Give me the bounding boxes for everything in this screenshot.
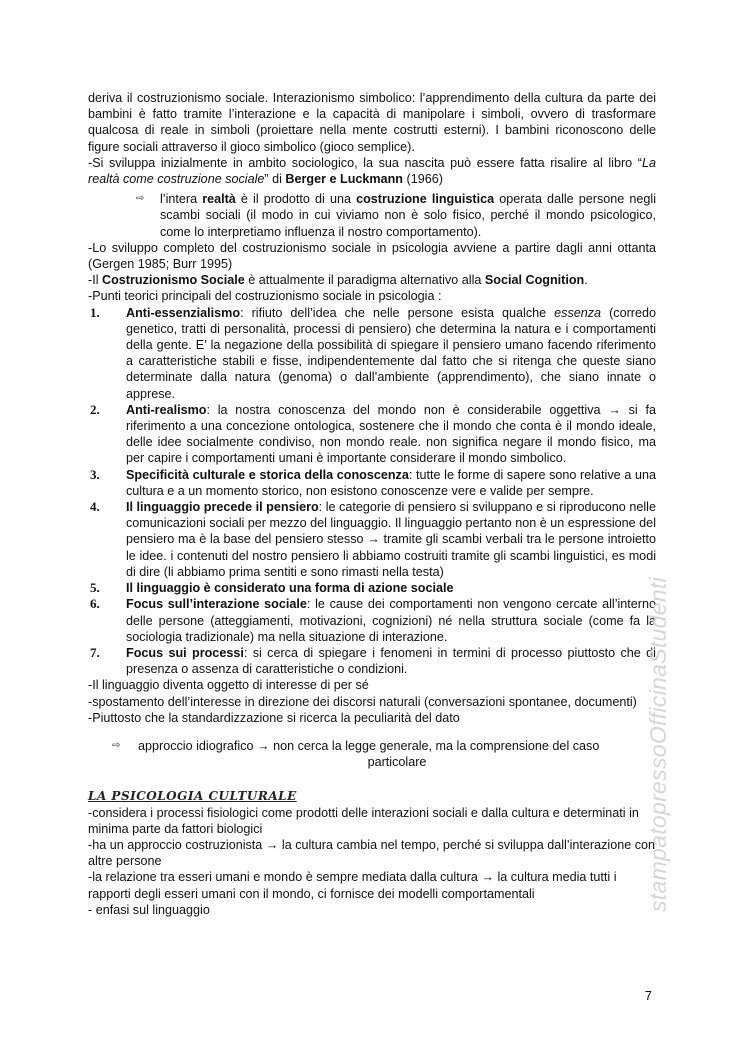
list-item-body: : le categorie di pensiero si sviluppano e si riproducono nelle comunicazioni sociali per mezzo del linguaggio. Il linguaggio pertanto non è un espressione del pensiero ma è la base del pensiero stesso → tramite gli scambi verbali tra le persone introietto le idee. i contenuti del nostro pensiero li abbiamo costruiti tramite gli scambi linguistici, es modi di dire (li abbiamo prima sentiti e sono rimasti nella testa) <box>126 500 656 579</box>
book-authors: Berger e Luckmann <box>285 172 403 187</box>
list-item-title: Il linguaggio è considerato una forma di azione sociale <box>126 581 454 596</box>
list-item <box>88 402 656 467</box>
list-item-text <box>126 305 656 402</box>
list-item-emphasis: essenza <box>554 305 602 320</box>
arrow-text-e: operata dalle persone negli scambi sociali (il modo in cui viviamo non è solo fisico, perché il mondo psicologico, come lo interpretiamo influenza il nostro comportamento). <box>160 192 656 239</box>
list-item-body: : la nostra conoscenza del mondo non è considerabile oggettiva → si fa riferimento a una concezione ontologica, sostenere che il mondo che conta è il mondo ideale, delle idee socialmente condiviso, non mondo reale. non significa negare il mondo fisico, ma per capire i comportamenti umani è importante considerare il mondo simbolico. <box>126 402 656 466</box>
page-number: 7 <box>644 988 652 1003</box>
section-line-3: -la relazione tra esseri umani e mondo è sempre mediata dalla cultura → la cultura media tutti i rapporti degli esseri umani con il mondo, ci fornisce dei modelli comportamentali <box>88 870 617 901</box>
arrow-right-icon: ⇨ <box>112 739 121 751</box>
list-item <box>88 596 656 645</box>
theory-points-list <box>88 305 656 678</box>
paradigm-a: -Il <box>88 273 102 288</box>
paradigm-paragraph <box>88 272 656 288</box>
origin-mid: ” di <box>264 172 286 187</box>
development-paragraph: -Lo sviluppo completo del costruzionismo sociale in psicologia avviene a partire dagli anni ottanta (Gergen 1985; Burr 1995) <box>88 240 656 272</box>
list-number: 3. <box>90 466 100 482</box>
list-number: 4. <box>90 499 100 515</box>
idiographic-text <box>138 738 656 770</box>
document-page <box>88 90 656 918</box>
book-year: (1966) <box>403 172 443 187</box>
list-number: 2. <box>90 401 100 417</box>
idiographic-line: approccio idiografico → non cerca la legge generale, ma la comprensione del caso <box>138 738 600 753</box>
arrow-text-c: è il prodotto di una <box>235 192 357 207</box>
list-item-text <box>126 596 656 645</box>
points-intro: -Punti teorici principali del costruzionismo sociale in psicologia : <box>88 289 442 304</box>
list-item-body: : si cerca di spiegare i fenomeni in termini di processo piuttosto che di presenza o assenza di caratteristiche o condizioni. <box>126 645 656 677</box>
list-item <box>88 580 656 596</box>
list-number: 6. <box>90 596 100 612</box>
list-item-title: Focus sull’interazione sociale <box>126 597 307 612</box>
list-item-title: Il linguaggio precede il pensiero <box>126 500 319 515</box>
arrow-bullet-reality <box>136 191 656 240</box>
list-item-title: Specificità culturale e storica della conoscenza <box>126 467 409 482</box>
list-item-title: Anti-realismo <box>126 402 207 417</box>
list-item-text <box>126 499 656 580</box>
section-line-2: -ha un approccio costruzionista → la cultura cambia nel tempo, perché si sviluppa dall’interazione con altre persone <box>88 837 656 869</box>
list-item <box>88 467 656 499</box>
peculiarity-line: -Piuttosto che la standardizzazione si ricerca la peculiarità del dato <box>88 710 460 725</box>
arrow-text-d: costruzione linguistica <box>356 192 495 207</box>
paradigm-b: Costruzionismo Sociale <box>102 273 245 288</box>
section-line-1: -considera i processi fisiologici come prodotti delle interazioni sociali e dalla cultura e determinati in minima parte da fattori biologici <box>88 805 639 836</box>
arrow-text-b: realtà <box>202 192 236 207</box>
book-title: La realtà come costruzione sociale <box>88 155 656 187</box>
paradigm-c: è attualmente il paradigma alternativo alla <box>244 273 485 288</box>
origin-paragraph <box>88 155 656 187</box>
list-item-body: : tutte le forme di sapere sono relative a una cultura e a un momento storico, non esistono conoscenze vere e valide per sempre. <box>126 467 656 498</box>
arrow-bullet-idiographic <box>112 738 656 770</box>
list-item-body: : le cause dei comportamenti non vengono cercate all’interno delle persone (atteggiamenti, motivazioni, cognizioni) né nella struttura sociale (come fa la sociologia tradizionale) ma nella situazione di interazione. <box>126 597 656 644</box>
list-item-pre: : rifiuto dell’idea che nelle persone esista qualche <box>240 305 555 320</box>
list-item <box>88 645 656 677</box>
arrow-text-a: l’intera <box>160 192 203 207</box>
section-line-4: - enfasi sul linguaggio <box>88 902 210 917</box>
paradigm-e: . <box>584 273 588 288</box>
arrow-bullet-text <box>160 191 656 240</box>
list-number: 7. <box>90 644 100 660</box>
list-number: 1. <box>90 304 100 320</box>
natural-discourse-line: -spostamento dell’interesse in direzione dei discorsi naturali (conversazioni spontanee, documenti) <box>88 694 637 709</box>
intro-paragraph: deriva il costruzionismo sociale. Interazionismo simbolico: l’apprendimento della cultura da parte dei bambini è fatto tramite l’interazione e la capacità di manipolare i simboli, ovvero di trasformare qualcosa di reale in simboli (proiettare nella mente costrutti esterni). I bambini riconoscono delle figure sociali attraverso il gioco simbolico (gioco semplice). <box>88 91 656 154</box>
language-interest-line: -Il linguaggio diventa oggetto di interesse di per sé <box>88 678 369 693</box>
arrow-right-icon: ⇨ <box>136 193 145 205</box>
list-item-text <box>126 645 656 677</box>
list-item-body: (corredo genetico, tratti di personalità, processi di pensiero) che determina la natura e i comportamenti della gente. E’ la negazione della possibilità di spiegare il pensiero umano facendo riferimento a caratteristiche stabili e fisse, indipendentemente dal fatto che si ritenga che queste siano determinate dalla natura (genoma) o dall’ambiente (apprendimento), che siano innate o apprese. <box>126 305 656 401</box>
paradigm-d: Social Cognition <box>484 273 585 288</box>
list-item-title: Focus sui processi <box>126 645 244 660</box>
list-item-text <box>126 467 656 499</box>
list-item <box>88 305 656 402</box>
list-item-title: Anti-essenzialismo <box>126 305 241 320</box>
list-item-text <box>126 580 656 596</box>
list-item-text <box>126 402 656 467</box>
list-number: 5. <box>90 580 100 596</box>
idiographic-continuation: particolare <box>367 755 427 770</box>
origin-prefix: -Si sviluppa inizialmente in ambito sociologico, la sua nascita può essere fatta risalire al libro “ <box>88 155 642 170</box>
watermark: stampatopressoOfficinaStudenti <box>645 576 671 912</box>
list-item <box>88 499 656 580</box>
section-title: LA PSICOLOGIA CULTURALE <box>88 789 297 804</box>
